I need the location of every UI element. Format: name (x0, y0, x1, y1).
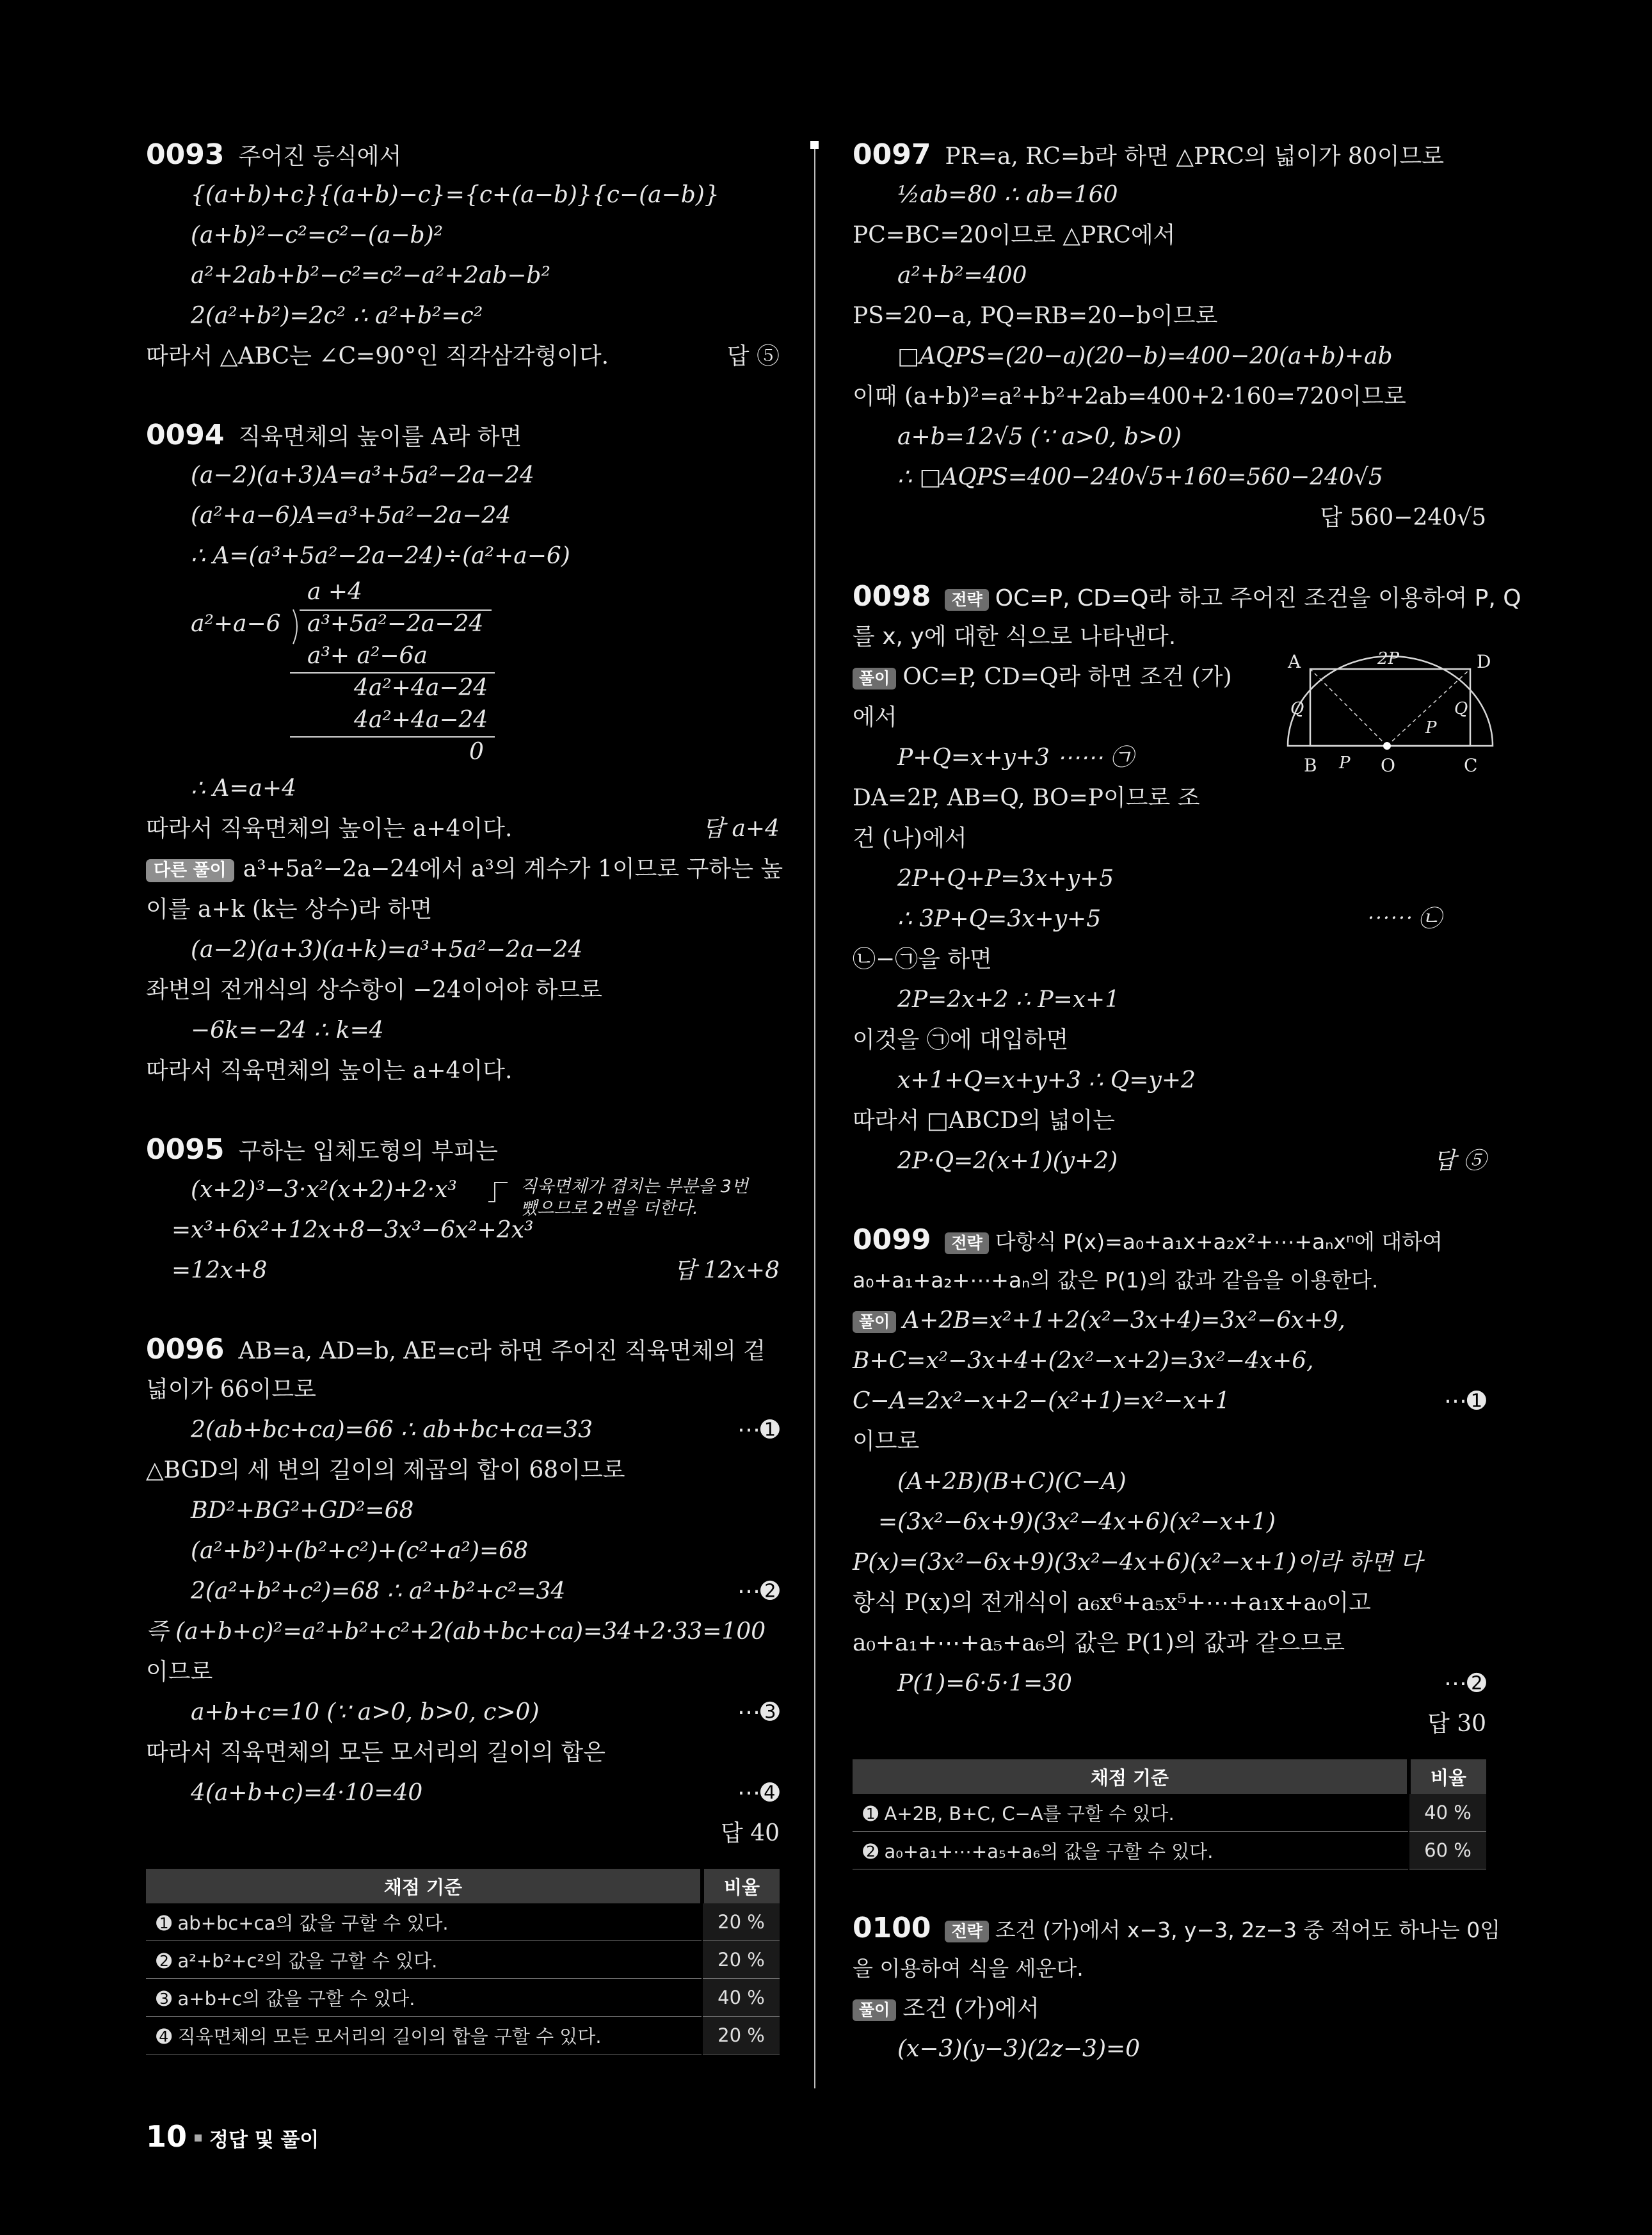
text-line: 이므로 (853, 1428, 920, 1455)
math-line: x+1+Q=x+y+3 ∴ Q=y+2 (897, 1067, 1196, 1093)
answer: 답 ⑤ (726, 343, 780, 369)
math-line: =(3x²−6x+9)(3x²−4x+6)(x²−x+1) (878, 1509, 1276, 1535)
vertex-label: D (1477, 651, 1491, 672)
math-line: 2P=2x+2 ∴ P=x+1 (897, 987, 1120, 1013)
table-header: 비율 (702, 1869, 780, 1903)
answer: 답 40 (720, 1820, 780, 1846)
center-point (1383, 742, 1391, 750)
strategy-tag: 전략 (945, 589, 988, 611)
math-line: (A+2B)(B+C)(C−A) (897, 1469, 1127, 1495)
table-cell: ➍ 직육면체의 모든 모서리의 길이의 합을 구할 수 있다. (146, 2017, 702, 2054)
right-column (853, 134, 1521, 2069)
math-line: □AQPS=(20−a)(20−b)=400−20(a+b)+ab (897, 343, 1393, 369)
strategy-text: 다항식 P(x)=a₀+a₁x+a₂x²+⋯+aₙxⁿ에 대하여 (995, 1229, 1443, 1254)
division-subtract-2: 4a²+4a−24 (354, 707, 488, 733)
text-line: 따라서 직육면체의 모든 모서리의 길이의 합은 (146, 1739, 605, 1766)
grading-table (146, 1869, 780, 2054)
division-divisor: a²+a−6 (191, 611, 281, 637)
math-line: 2(a²+b²)=2c² ∴ a²+b²=c² (191, 303, 483, 329)
length-label: 2P (1377, 650, 1400, 668)
text-line: OC=P, CD=Q라 하면 조건 (가) (902, 664, 1232, 690)
text-line: 따라서 직육면체의 높이는 a+4이다. (146, 1058, 513, 1084)
math-line: −6k=−24 ∴ k=4 (191, 1017, 384, 1044)
answer: 답 ⑤ (1433, 1148, 1486, 1174)
math-line: {(a+b)+c}{(a+b)−c}={c+(a−b)}{c−(a−b)} (191, 182, 719, 208)
math-line: P(x)=(3x²−6x+9)(3x²−4x+6)(x²−x+1)이라 하면 다 (853, 1549, 1423, 1576)
division-dividend: a³+5a²−2a−24 (307, 611, 484, 637)
table-row (146, 1979, 780, 2017)
problem-0099 (853, 1220, 1486, 1869)
text-line: 에서 (853, 704, 897, 730)
answer: 답 a+4 (702, 816, 780, 842)
math-line: (a−2)(a+3)(a+k)=a³+5a²−2a−24 (191, 937, 583, 963)
strategy-text: 을 이용하여 식을 세운다. (853, 1956, 1084, 1981)
table-cell: 40 % (702, 1979, 780, 2017)
division-remainder-1: 4a²+4a−24 (354, 675, 488, 701)
table-row (853, 1794, 1486, 1832)
grading-table (853, 1759, 1486, 1869)
text-line: 이므로 (146, 1659, 213, 1685)
math-line: a²+2ab+b²−c²=c²−a²+2ab−b² (191, 262, 550, 289)
strategy-tag: 전략 (945, 1232, 988, 1254)
solution-tag: 풀이 (853, 1311, 896, 1333)
text-line: 좌변의 전개식의 상수항이 −24이어야 하므로 (146, 977, 602, 1003)
table-cell: 60 % (1409, 1832, 1486, 1869)
table-cell: ➋ a²+b²+c²의 값을 구할 수 있다. (146, 1941, 702, 1979)
text-line: PC=BC=20이므로 △PRC에서 (853, 222, 1176, 248)
math-line: a²+b²=400 (897, 262, 1027, 289)
math-line: C−A=2x²−x+2−(x²+1)=x²−x+1 (853, 1388, 1230, 1414)
math-line: (x−3)(y−3)(2z−3)=0 (897, 2036, 1141, 2062)
math-expression: (x+2)³−3·x²(x+2)+2·x³ (191, 1177, 457, 1203)
math-line: ∴ A=(a³+5a²−2a−24)÷(a²+a−6) (191, 543, 570, 569)
division-subtract-1: a³+ a²−6a (307, 643, 428, 669)
division-bracket (291, 608, 303, 647)
table-header: 채점 기준 (853, 1759, 1409, 1794)
side-note: 직육면체가 겹치는 부분을 3번 뺐으므로 2번을 더한다. (520, 1177, 748, 1218)
page-footer (146, 2119, 319, 2154)
problem-0094 (146, 415, 783, 1091)
problem-number: 0095 (146, 1133, 225, 1166)
problem-0098 (853, 576, 1521, 1181)
table-row (146, 1941, 780, 1979)
division-line (290, 736, 495, 738)
length-label: P (1425, 718, 1437, 738)
table-row (146, 1903, 780, 1941)
strategy-text: 를 x, y에 대한 식으로 나타낸다. (853, 624, 1176, 650)
semicircle-figure (1281, 650, 1499, 778)
math-line: ∴ A=a+4 (191, 775, 297, 802)
text-line: 직육면체의 높이를 A라 하면 (238, 424, 522, 450)
text-line: a³+5a²−2a−24에서 a³의 계수가 1이므로 구하는 높 (243, 856, 783, 882)
vertex-label: C (1464, 755, 1478, 776)
strategy-tag: 전략 (945, 1921, 988, 1942)
problem-0095 (146, 1129, 780, 1291)
footer-label: 정답 및 풀이 (209, 2129, 319, 2152)
math-line: P+Q=x+y+3 ⋯⋯ ㉠ (897, 745, 1134, 771)
problem-number: 0100 (853, 1912, 931, 1944)
length-label: Q (1290, 699, 1304, 718)
text-line: 넓이가 66이므로 (146, 1376, 316, 1403)
math-line: 4(a+b+c)=4·10=40 (191, 1780, 423, 1806)
problem-number: 0093 (146, 138, 225, 171)
text-line: 따라서 □ABCD의 넓이는 (853, 1108, 1115, 1134)
math-line: ∴ 3P+Q=3x+y+5 (897, 906, 1102, 932)
vertex-label: O (1381, 755, 1395, 776)
solution-tag: 풀이 (853, 668, 896, 690)
math-line: 2P+Q+P=3x+y+5 (897, 866, 1114, 892)
table-header: 비율 (1409, 1759, 1486, 1794)
math-line: BD²+BG²+GD²=68 (191, 1497, 414, 1524)
length-label: P (1339, 754, 1351, 773)
page-number: 10 (146, 2119, 188, 2154)
problem-number: 0097 (853, 138, 931, 171)
text-line: PS=20−a, PQ=RB=20−b이므로 (853, 303, 1218, 329)
table-cell: ➊ A+2B, B+C, C−A를 구할 수 있다. (853, 1794, 1409, 1832)
bullet-square (195, 2134, 202, 2142)
math-line: ½ab=80 ∴ ab=160 (897, 182, 1118, 208)
answer: 답 30 (1427, 1711, 1486, 1737)
table-cell: ➊ ab+bc+ca의 값을 구할 수 있다. (146, 1903, 702, 1941)
problem-number: 0094 (146, 419, 225, 451)
table-cell: 20 % (702, 1941, 780, 1979)
step-marker: ⋯➊ (737, 1417, 780, 1443)
strategy-text: 조건 (가)에서 x−3, y−3, 2z−3 중 적어도 하나는 0임 (995, 1917, 1501, 1942)
text-line: 구하는 입체도형의 부피는 (238, 1138, 498, 1165)
strategy-text: a₀+a₁+a₂+⋯+aₙ의 값은 P(1)의 값과 같음을 이용한다. (853, 1268, 1379, 1293)
text-line: 건 (나)에서 (853, 825, 967, 851)
table-cell: 20 % (702, 2017, 780, 2054)
step-marker: ⋯➋ (1443, 1670, 1486, 1697)
division-remainder-2: 0 (469, 739, 484, 765)
text-line: DA=2P, AB=Q, BO=P이므로 조 (853, 785, 1200, 811)
radius-oa (1310, 669, 1387, 746)
problem-0096 (146, 1329, 780, 2054)
division-quotient: a +4 (307, 579, 362, 605)
table-row (853, 1832, 1486, 1869)
math-line: a+b+c=10 (∵ a>0, b>0, c>0) (191, 1699, 540, 1725)
problem-0097 (853, 134, 1486, 538)
long-division (146, 576, 780, 768)
problem-number: 0098 (853, 580, 931, 613)
text-line: 이것을 ㉠에 대입하면 (853, 1027, 1069, 1053)
alt-solution-tag: 다른 풀이 (146, 859, 234, 882)
problem-0093 (146, 134, 780, 376)
step-marker: ⋯➌ (737, 1699, 780, 1725)
equation-label: ⋯⋯ ㉡ (1365, 906, 1441, 932)
column-divider (814, 142, 815, 2088)
math-line: A+2B=x²+1+2(x²−3x+4)=3x²−6x+9, (902, 1307, 1345, 1334)
table-cell: ➌ a+b+c의 값을 구할 수 있다. (146, 1979, 702, 2017)
text-line: a₀+a₁+⋯+a₅+a₆의 값은 P(1)의 값과 같으므로 (853, 1630, 1345, 1656)
text-line: △BGD의 세 변의 길이의 제곱의 합이 68이므로 (146, 1457, 625, 1483)
math-line: ∴ □AQPS=400−240√5+160=560−240√5 (897, 464, 1383, 490)
problem-0100 (853, 1908, 1501, 2069)
text-line: 주어진 등식에서 (238, 143, 402, 170)
solution-tag: 풀이 (853, 1999, 896, 2021)
step-marker: ⋯➊ (1443, 1388, 1486, 1414)
text-line: 이때 (a+b)²=a²+b²+2ab=400+2·160=720이므로 (853, 383, 1406, 410)
vertex-label: A (1288, 651, 1301, 672)
column-divider-marker (810, 141, 819, 149)
math-line: B+C=x²−3x+4+(2x²−x+2)=3x²−4x+6, (853, 1348, 1314, 1374)
answer: 답 560−240√5 (1320, 504, 1486, 531)
math-line: 2(a²+b²+c²)=68 ∴ a²+b²+c²=34 (191, 1578, 566, 1604)
vertex-label: B (1304, 755, 1317, 776)
math-line: =12x+8 (172, 1257, 268, 1284)
table-header: 채점 기준 (146, 1869, 702, 1903)
math-line: =x³+6x²+12x+8−3x³−6x²+2x³ (172, 1217, 534, 1243)
math-line: P(1)=6·5·1=30 (897, 1670, 1072, 1697)
left-column (146, 134, 783, 2054)
text-line: AB=a, AD=b, AE=c라 하면 주어진 직육면체의 겉 (238, 1338, 766, 1364)
text-line: 조건 (가)에서 (902, 1996, 1039, 2022)
table-cell: 40 % (1409, 1794, 1486, 1832)
table-row (146, 2017, 780, 2054)
math-line (146, 1170, 780, 1218)
math-line: 즉 (a+b+c)²=a²+b²+c²+2(ab+bc+ca)=34+2·33=100 (146, 1618, 766, 1645)
text-line: 이를 a+k (k는 상수)라 하면 (146, 896, 433, 923)
table-cell: 20 % (702, 1903, 780, 1941)
note-bracket (488, 1180, 520, 1203)
problem-number: 0096 (146, 1333, 225, 1366)
rectangle-abcd (1310, 669, 1470, 746)
step-marker: ⋯➍ (737, 1780, 780, 1806)
text-line: 항식 P(x)의 전개식이 a₆x⁶+a₅x⁵+⋯+a₁x+a₀이고 (853, 1590, 1371, 1616)
text-line: 따라서 직육면체의 높이는 a+4이다. (146, 816, 513, 842)
strategy-text: OC=P, CD=Q라 하고 주어진 조건을 이용하여 P, Q (995, 585, 1521, 611)
table-cell: ➋ a₀+a₁+⋯+a₅+a₆의 값을 구할 수 있다. (853, 1832, 1409, 1869)
text-line: 따라서 △ABC는 ∠C=90°인 직각삼각형이다. (146, 343, 609, 369)
math-line: (a²+b²)+(b²+c²)+(c²+a²)=68 (191, 1538, 528, 1564)
problem-number: 0099 (853, 1223, 931, 1256)
step-marker: ⋯➋ (737, 1578, 780, 1604)
math-line: a+b=12√5 (∵ a>0, b>0) (897, 424, 1182, 450)
math-line: (a²+a−6)A=a³+5a²−2a−24 (191, 503, 511, 529)
text-line: ㉡−㉠을 하면 (853, 946, 992, 972)
length-label: Q (1454, 699, 1468, 718)
math-line: 2P·Q=2(x+1)(y+2) (897, 1148, 1118, 1174)
math-line: (a+b)²−c²=c²−(a−b)² (191, 222, 444, 248)
answer: 답 12x+8 (673, 1257, 780, 1284)
math-line: (a−2)(a+3)A=a³+5a²−2a−24 (191, 462, 534, 488)
text-line: PR=a, RC=b라 하면 △PRC의 넓이가 80이므로 (945, 143, 1445, 170)
math-line: 2(ab+bc+ca)=66 ∴ ab+bc+ca=33 (191, 1417, 593, 1443)
